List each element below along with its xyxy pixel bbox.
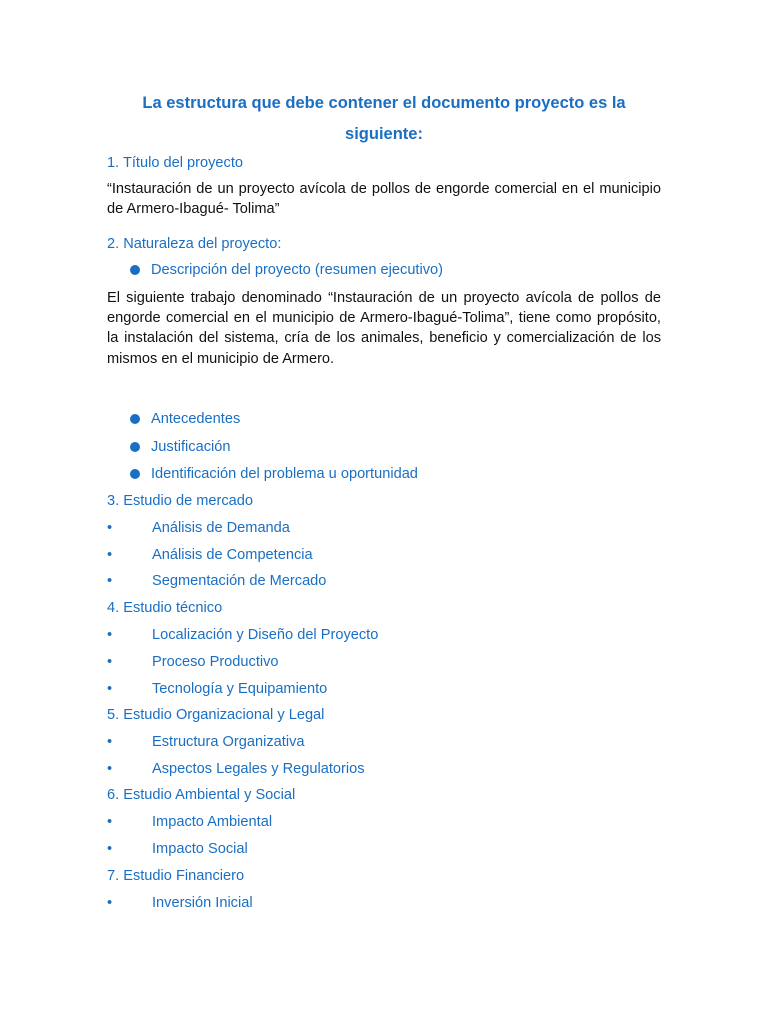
bullet-icon: •: [107, 895, 113, 911]
list-item: [130, 437, 231, 457]
list-item: [107, 732, 305, 752]
list-item: [107, 545, 313, 565]
bullet-icon: •: [107, 761, 113, 777]
executive-summary-paragraph: El siguiente trabajo denominado “Instauración de un proyecto avícola de pollos de engorde comercial en el municipio de Armero-Ibagué-Tolima”, tiene como propósito, la instalación del sistema, cría de los animales, beneficio y comercialización de los mismos en el municipio de Armero.: [107, 290, 661, 367]
list-item: [107, 839, 248, 859]
section-1-heading: 1. Título del proyecto: [107, 155, 244, 171]
list-item-label: Segmentación de Mercado: [152, 573, 327, 589]
list-item: [107, 679, 327, 699]
bullet-dot-icon: [130, 265, 140, 275]
section-5-heading: 5. Estudio Organizacional y Legal: [107, 707, 325, 723]
list-item-label: Proceso Productivo: [152, 654, 279, 670]
bullet-icon: •: [107, 627, 113, 643]
bullet-icon: •: [107, 547, 113, 563]
list-item: [130, 260, 443, 280]
bullet-dot-icon: [130, 469, 140, 479]
list-item-label: Antecedentes: [151, 411, 241, 427]
list-item-label: Impacto Social: [152, 841, 248, 857]
list-item-label: Análisis de Demanda: [152, 520, 290, 536]
list-item-label: Aspectos Legales y Regulatorios: [152, 761, 365, 777]
list-item-label: Descripción del proyecto (resumen ejecutivo): [151, 262, 444, 278]
list-item: [107, 571, 326, 591]
bullet-icon: •: [107, 573, 113, 589]
list-item-label: Estructura Organizativa: [152, 734, 305, 750]
bullet-icon: •: [107, 814, 113, 830]
section-2-heading: 2. Naturaleza del proyecto:: [107, 236, 282, 252]
bullet-icon: •: [107, 841, 113, 857]
list-item: [107, 812, 272, 832]
list-item: [107, 759, 365, 779]
section-7-heading: 7. Estudio Financiero: [107, 868, 245, 884]
bullet-icon: •: [107, 654, 113, 670]
document-title: La estructura que debe contener el documento proyecto es la siguiente:: [142, 94, 626, 143]
project-title-text: “Instauración de un proyecto avícola de pollos de engorde comercial en el municipio de Armero-Ibagué- Tolima”: [107, 181, 661, 218]
bullet-icon: •: [107, 734, 113, 750]
list-item-label: Localización y Diseño del Proyecto: [152, 627, 379, 643]
list-item: [107, 625, 378, 645]
section-3-heading: 3. Estudio de mercado: [107, 493, 254, 509]
list-item-label: Tecnología y Equipamiento: [152, 681, 328, 697]
list-item: [107, 652, 279, 672]
list-item-label: Identificación del problema u oportunidad: [151, 466, 418, 482]
bullet-dot-icon: [130, 442, 140, 452]
list-item-label: Inversión Inicial: [152, 895, 253, 911]
list-item-label: Justificación: [151, 439, 231, 455]
list-item-label: Análisis de Competencia: [152, 547, 313, 563]
list-item: [130, 464, 418, 484]
list-item-label: Impacto Ambiental: [152, 814, 273, 830]
section-4-heading: 4. Estudio técnico: [107, 600, 223, 616]
bullet-icon: •: [107, 681, 113, 697]
list-item: [130, 409, 240, 429]
list-item: [107, 893, 253, 913]
list-item: [107, 518, 290, 538]
section-6-heading: 6. Estudio Ambiental y Social: [107, 787, 296, 803]
bullet-dot-icon: [130, 414, 140, 424]
bullet-icon: •: [107, 520, 113, 536]
